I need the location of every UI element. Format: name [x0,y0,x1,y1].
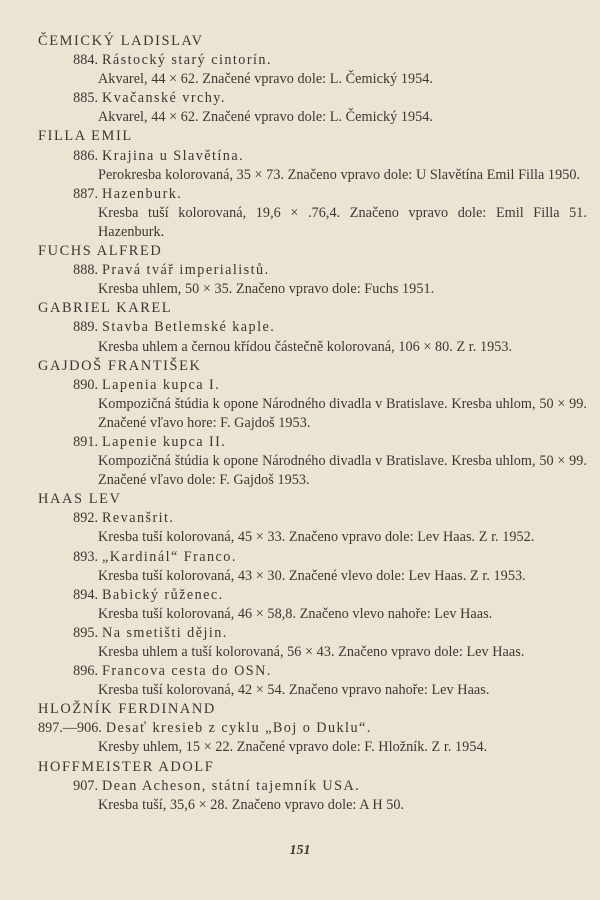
entry-title: Lapenie kupca II. [102,433,227,450]
entry-description: Kresba tuší kolorovaná, 43 × 30. Značené vlevo dole: Lev Haas. Z r. 1953. [98,567,526,584]
entry-title: Lapenia kupca I. [102,376,221,393]
entry-number-range: 897.—906. [38,720,102,737]
entry-description: Kresba uhlem a černou křídou částečně kolorovaná, 106 × 80. Z r. 1953. [98,338,513,355]
entry-description: Kresby uhlem, 15 × 22. Značené vpravo dole: F. Hložník. Z r. 1954. [98,739,488,756]
catalog-entry [38,147,588,185]
artist-heading: HLOŽNÍK FERDINAND [38,701,216,718]
entry-title: Desať kresieb z cyklu „Boj o Duklu“. [105,720,372,737]
catalog-entry [38,548,588,586]
catalog-entry [38,261,588,299]
artist-heading: FUCHS ALFRED [38,243,163,260]
entry-title: „Kardinál“ Franco. [102,548,237,565]
entry-description: Kresba tuší kolorovaná, 42 × 54. Značeno vpravo nahoře: Lev Haas. [98,682,490,699]
entry-number: 890. [73,376,98,393]
entry-description: Kresba uhlem, 50 × 35. Značeno vpravo dole: Fuchs 1951. [98,281,435,298]
entry-description: Kompozičná štúdia k opone Národného divadla v Bratislave. Kresba uhlom, 50 × 99. Značené vľavo hore: F. Gajdoš 1953. [98,395,587,431]
catalog-entry [38,51,588,89]
entry-number: 896. [73,663,98,680]
artist-heading: ČEMICKÝ LADISLAV [38,33,204,49]
catalog-entry [38,586,588,624]
catalog-entry [38,433,588,490]
catalog-entry [38,777,588,815]
catalog-entry [38,509,588,547]
entry-description: Perokresba kolorovaná, 35 × 73. Značeno vpravo dole: U Slavětína Emil Filla 1950. [98,166,581,183]
entry-description: Kresba tuší kolorovaná, 46 × 58,8. Značeno vlevo nahoře: Lev Haas. [98,605,493,622]
catalog-entry [38,318,588,356]
entry-number: 892. [73,510,98,527]
catalog-entry [38,662,588,700]
entry-description: Kresba tuší kolorovaná, 19,6 × .76,4. Značeno vpravo dole: Emil Filla 51. Hazenburk. [98,204,587,240]
catalog-entry [38,624,588,662]
artist-heading: GAJDOŠ FRANTIŠEK [38,357,202,374]
entry-number: 907. [73,777,98,794]
entry-number: 888. [73,262,98,279]
artist-heading: FILLA EMIL [38,128,133,145]
entry-number: 895. [73,624,98,641]
artist-heading: HAAS LEV [38,491,122,508]
entry-title: Krajina u Slavětína. [102,147,245,164]
catalog-entry [38,89,588,127]
artist-heading: HOFFMEISTER ADOLF [38,758,215,775]
entry-title: Na smetišti dějin. [102,624,228,641]
entry-title: Revanšrit. [102,510,175,527]
entry-number: 894. [73,586,98,603]
entry-title: Pravá tvář imperialistů. [102,262,270,279]
catalog-entry [38,376,588,433]
entry-number: 891. [73,433,98,450]
catalog-entry [38,185,588,242]
entry-description: Kompozičná štúdia k opone Národného divadla v Bratislave. Kresba uhlom, 50 × 99. Značené vľavo dole: F. Gajdoš 1953. [98,453,587,489]
entry-title: Stavba Betlemské kaple. [102,319,276,336]
entry-title: Hazenburk. [102,185,183,202]
entry-number: 893. [73,548,98,565]
entry-number: 889. [73,319,98,336]
entry-number: 886. [73,147,98,164]
entry-title: Rástocký starý cintorín. [102,52,272,69]
catalog-entry [38,719,588,757]
entry-title: Francova cesta do OSN. [102,663,272,680]
entry-description: Akvarel, 44 × 62. Značené vpravo dole: L. Čemický 1954. [98,71,433,88]
entry-description: Kresba tuší, 35,6 × 28. Značeno vpravo dole: A H 50. [98,796,405,813]
entry-title: Dean Acheson, státní tajemník USA. [102,777,361,794]
entry-description: Kresba tuší kolorovaná, 45 × 33. Značeno vpravo dole: Lev Haas. Z r. 1952. [98,529,535,546]
entry-description: Akvarel, 44 × 62. Značené vpravo dole: L. Čemický 1954. [98,109,433,126]
entry-number: 885. [73,90,98,107]
entry-description: Kresba uhlem a tuší kolorovaná, 56 × 43. Značeno vpravo dole: Lev Haas. [98,644,525,660]
page-number: 151 [289,843,311,858]
entry-title: Babický růženec. [102,586,224,603]
entry-number: 884. [73,52,98,69]
entry-title: Kvačanské vrchy. [102,90,226,107]
catalog-page [38,32,588,815]
entry-number: 887. [73,185,98,202]
artist-heading: GABRIEL KAREL [38,300,173,317]
